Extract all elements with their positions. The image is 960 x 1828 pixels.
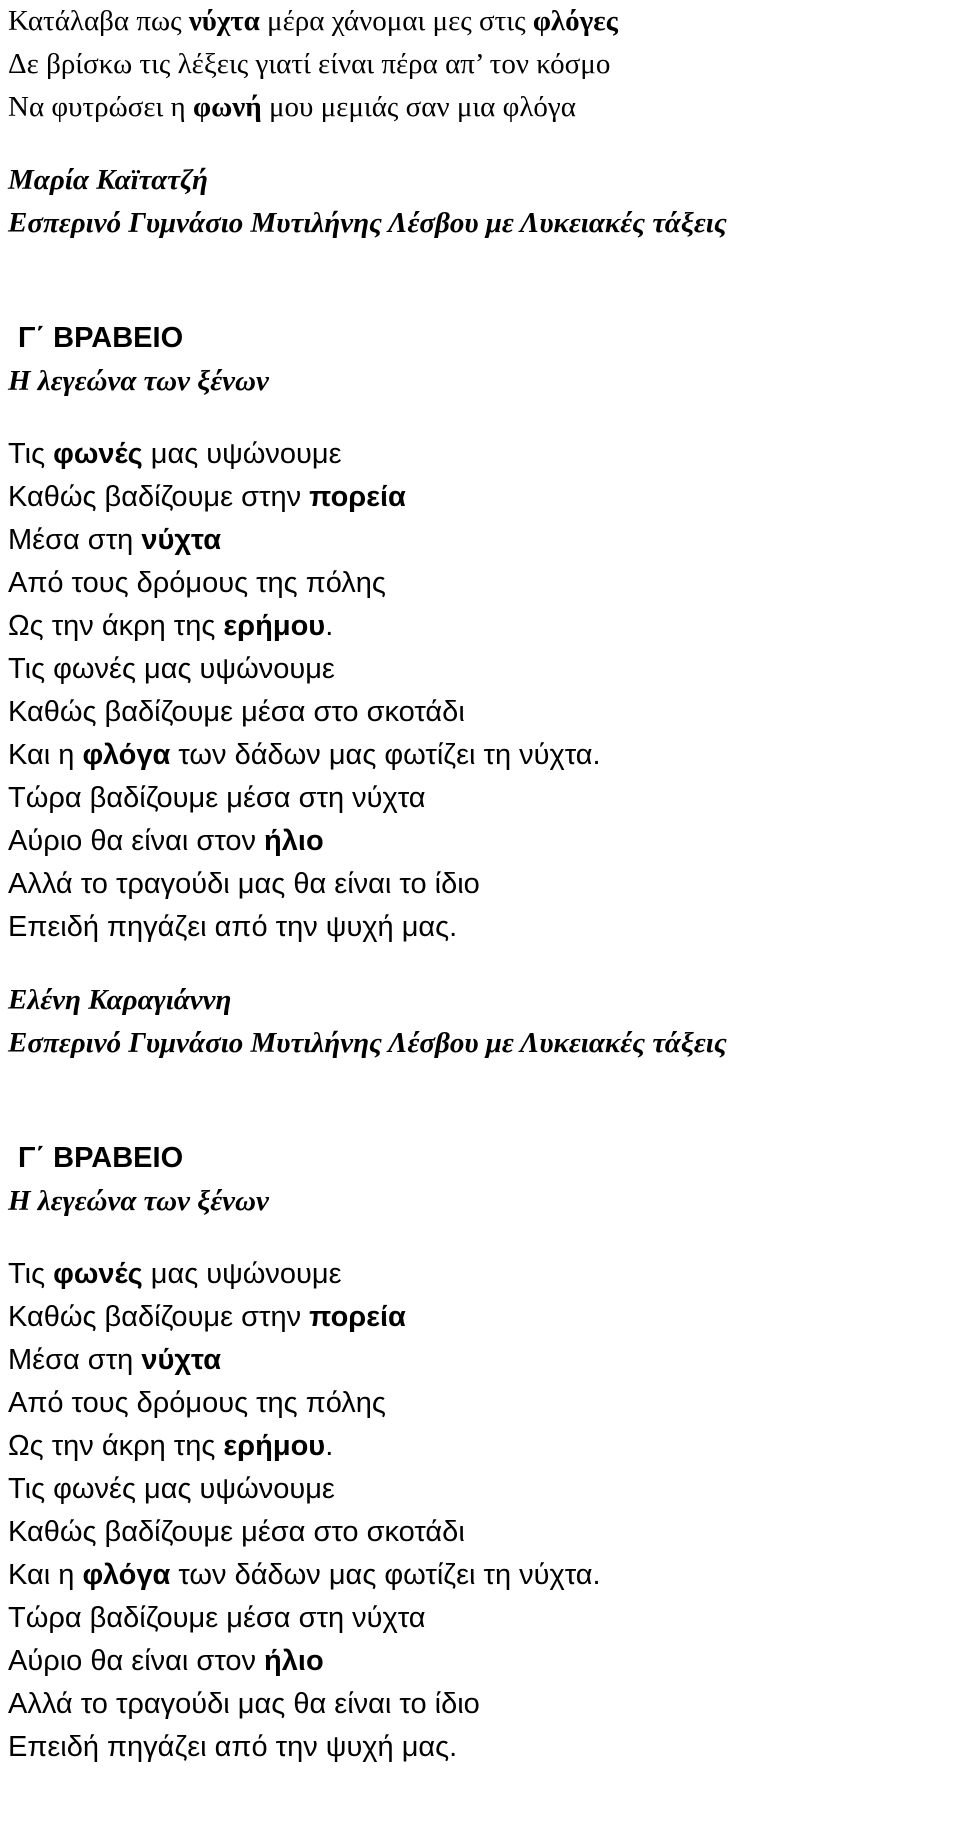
- award-prize: Γ΄ ΒΡΑΒΕΙΟ: [18, 322, 184, 354]
- poem-line: Επειδή πηγάζει από την ψυχή μας.: [8, 1731, 458, 1763]
- poem-line: Τις φωνές μας υψώνουμε: [8, 1258, 342, 1290]
- poem-line: Και η φλόγα των δάδων μας φωτίζει τη νύχτα.: [8, 1559, 601, 1591]
- document-page: [8, 0, 953, 1769]
- poem-line: Μέσα στη νύχτα: [8, 524, 222, 556]
- poem-line: Επειδή πηγάζει από την ψυχή μας.: [8, 911, 458, 943]
- intro-line: Κατάλαβα πως νύχτα μέρα χάνομαι μες στις φλόγες: [8, 5, 618, 37]
- author-school: Εσπερινό Γυμνάσιο Μυτιλήνης Λέσβου με Λυκειακές τάξεις: [8, 1027, 727, 1059]
- intro-stanza: [8, 0, 953, 129]
- poem-line: Τις φωνές μας υψώνουμε: [8, 1473, 335, 1505]
- award-prize: Γ΄ ΒΡΑΒΕΙΟ: [18, 1142, 184, 1174]
- author-block: [8, 979, 953, 1065]
- award-block: [8, 1137, 953, 1223]
- poem-line: Ως την άκρη της ερήμου.: [8, 610, 334, 642]
- poem-body: [8, 433, 953, 949]
- poem-line: Τώρα βαδίζουμε μέσα στη νύχτα: [8, 1602, 426, 1634]
- award-block: [8, 317, 953, 403]
- poem-line: Από τους δρόμους της πόλης: [8, 1387, 386, 1419]
- poem-line: Μέσα στη νύχτα: [8, 1344, 222, 1376]
- poem-title: Η λεγεώνα των ξένων: [8, 365, 269, 397]
- author-block: [8, 159, 953, 245]
- poem-line: Τις φωνές μας υψώνουμε: [8, 653, 335, 685]
- poem-line: Καθώς βαδίζουμε μέσα στο σκοτάδι: [8, 696, 465, 728]
- poem-line: Τώρα βαδίζουμε μέσα στη νύχτα: [8, 782, 426, 814]
- poem-line: Καθώς βαδίζουμε στην πορεία: [8, 481, 406, 513]
- poem-line: Τις φωνές μας υψώνουμε: [8, 438, 342, 470]
- intro-line: Να φυτρώσει η φωνή μου μεμιάς σαν μια φλόγα: [8, 91, 576, 123]
- poem-line: Και η φλόγα των δάδων μας φωτίζει τη νύχτα.: [8, 739, 601, 771]
- author-name: Ελένη Καραγιάννη: [8, 984, 232, 1016]
- poem-line: Καθώς βαδίζουμε μέσα στο σκοτάδι: [8, 1516, 465, 1548]
- poem-body: [8, 1253, 953, 1769]
- poem-line: Αύριο θα είναι στον ήλιο: [8, 825, 324, 857]
- poem-line: Αλλά το τραγούδι μας θα είναι το ίδιο: [8, 868, 480, 900]
- poem-line: Ως την άκρη της ερήμου.: [8, 1430, 334, 1462]
- poem-line: Αλλά το τραγούδι μας θα είναι το ίδιο: [8, 1688, 480, 1720]
- intro-line: Δε βρίσκω τις λέξεις γιατί είναι πέρα απ’ τον κόσμο: [8, 48, 611, 80]
- poem-line: Αύριο θα είναι στον ήλιο: [8, 1645, 324, 1677]
- author-school: Εσπερινό Γυμνάσιο Μυτιλήνης Λέσβου με Λυκειακές τάξεις: [8, 207, 727, 239]
- author-name: Μαρία Καϊτατζή: [8, 164, 208, 196]
- poem-line: Καθώς βαδίζουμε στην πορεία: [8, 1301, 406, 1333]
- poem-line: Από τους δρόμους της πόλης: [8, 567, 386, 599]
- poem-title: Η λεγεώνα των ξένων: [8, 1185, 269, 1217]
